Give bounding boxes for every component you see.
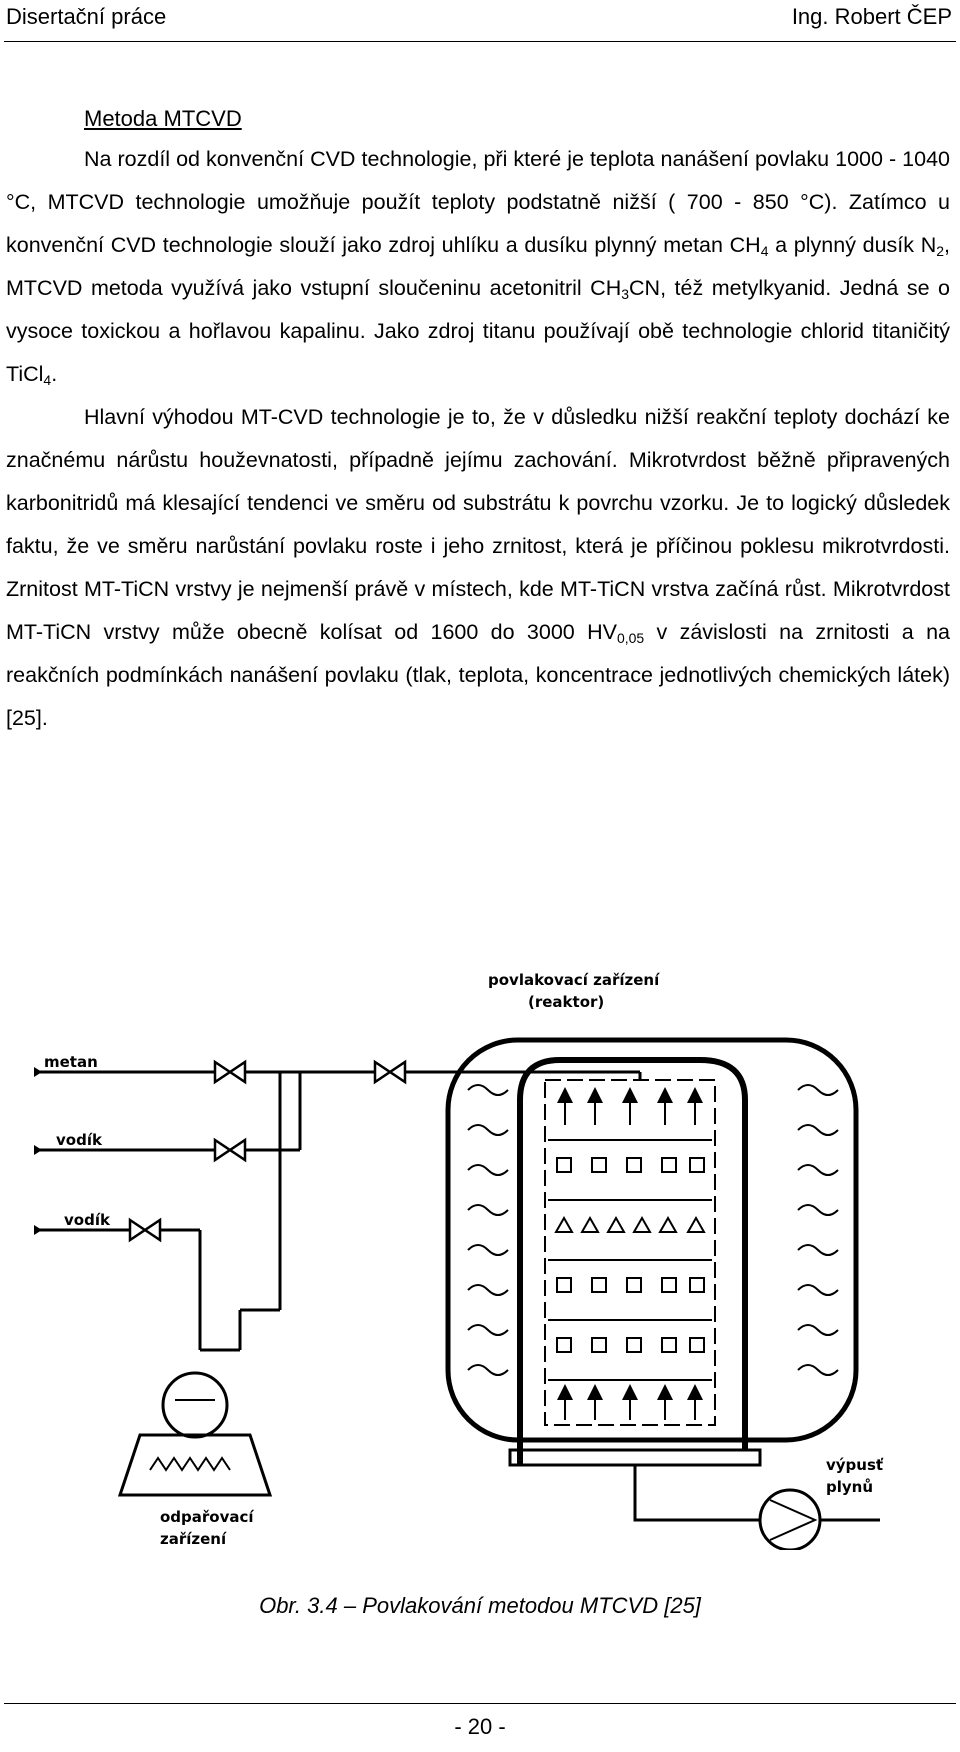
flame-icon	[150, 1458, 230, 1470]
p1-sub-n2: 2	[936, 243, 945, 260]
header-title: Disertační práce	[6, 4, 167, 29]
pump-icon	[760, 1490, 820, 1550]
p1-text-4: CN, též metylkyanid. Jedná se o vysoce toxickou a hořlavou kapalinu. Jako zdroj titanu používají obě technologie chlorid titaničitý TiCl	[6, 276, 950, 386]
heater-coil-icon	[468, 1085, 508, 1375]
p1-text-5: .	[51, 362, 58, 386]
valve-vodik-2-icon	[130, 1220, 160, 1240]
vaporizer-flask-icon	[163, 1373, 227, 1437]
header-author: Ing. Robert ČEP	[791, 4, 952, 29]
paragraph-2	[6, 396, 950, 740]
footer-rule	[4, 1703, 956, 1704]
vaporizer-label-1: odpařovací	[160, 1508, 254, 1526]
exhaust-label-1: výpusť	[826, 1456, 884, 1474]
p2-text-2: v závislosti na zrnitosti a na reakčních podmínkách nanášení povlaku (tlak, teplota, koncentrace jednotlivých chemických látek) [25].	[6, 620, 950, 730]
valve-metan-icon	[215, 1062, 245, 1082]
exhaust-line	[635, 1465, 760, 1520]
vodik-label-2: vodík	[64, 1211, 110, 1229]
valve-vodik-1-icon	[215, 1140, 245, 1160]
reactor-label-2: (reaktor)	[528, 993, 605, 1011]
reactor-chamber	[545, 1080, 715, 1425]
p2-text-1: Hlavní výhodou MT-CVD technologie je to, že v důsledku nižší reakční teploty dochází ke značnému nárůstu houževnatosti, případně jejímu zachování. Mikrotvrdost běžně připravených karbonitridů má klesající tendenci ve směru od substrátu k povrchu vzorku. Je to logický důsledek faktu, že ve směru narůstání povlaku roste i jeho zrnitost, která je příčinou poklesu mikrotvrdosti. Zrnitost MT-TiCN vrstvy je nejmenší právě v místech, kde MT-TiCN vrstva začíná růst. Mikrotvrdost MT-TiCN vrstvy může obecně kolísat od 1600 do 3000 HV	[6, 405, 950, 644]
reactor-label-1: povlakovací zařízení	[488, 971, 660, 989]
exhaust-label-2: plynů	[826, 1478, 874, 1496]
figure-caption: Obr. 3.4 – Povlakování metodou MTCVD [25]	[259, 1593, 701, 1618]
body-text	[6, 138, 950, 740]
page-header	[0, 0, 960, 44]
p1-sub-ch3: 3	[621, 286, 630, 303]
p1-text-2: a plynný dusík N	[768, 233, 937, 257]
metan-label: metan	[44, 1053, 98, 1071]
reactor-base	[510, 1450, 760, 1465]
vaporizer-label-2: zařízení	[160, 1530, 227, 1548]
section-title: Metoda MTCVD	[84, 106, 242, 131]
vodik-label-1: vodík	[56, 1131, 102, 1149]
paragraph-1	[6, 138, 950, 396]
p1-text-3: , MTCVD metoda využívá jako vstupní sloučeninu acetonitril CH	[6, 233, 950, 300]
p1-sub-ticl4: 4	[43, 372, 52, 389]
page-number: - 20 -	[454, 1714, 506, 1739]
reactor-retort	[520, 1060, 745, 1465]
header-rule	[4, 41, 956, 42]
mtcvd-diagram	[0, 960, 960, 1550]
p1-sub-ch4: 4	[760, 243, 769, 260]
p2-sub-hv: 0,05	[616, 630, 645, 647]
p1-text-1: Na rozdíl od konvenční CVD technologie, při které je teplota nanášení povlaku 1000 - 1040 °C, MTCVD technologie umožňuje použít teploty podstatně nižší ( 700 - 850 °C). Zatímco u konvenční CVD technologie slouží jako zdroj uhlíku a dusíku plynný metan CH	[6, 147, 950, 257]
